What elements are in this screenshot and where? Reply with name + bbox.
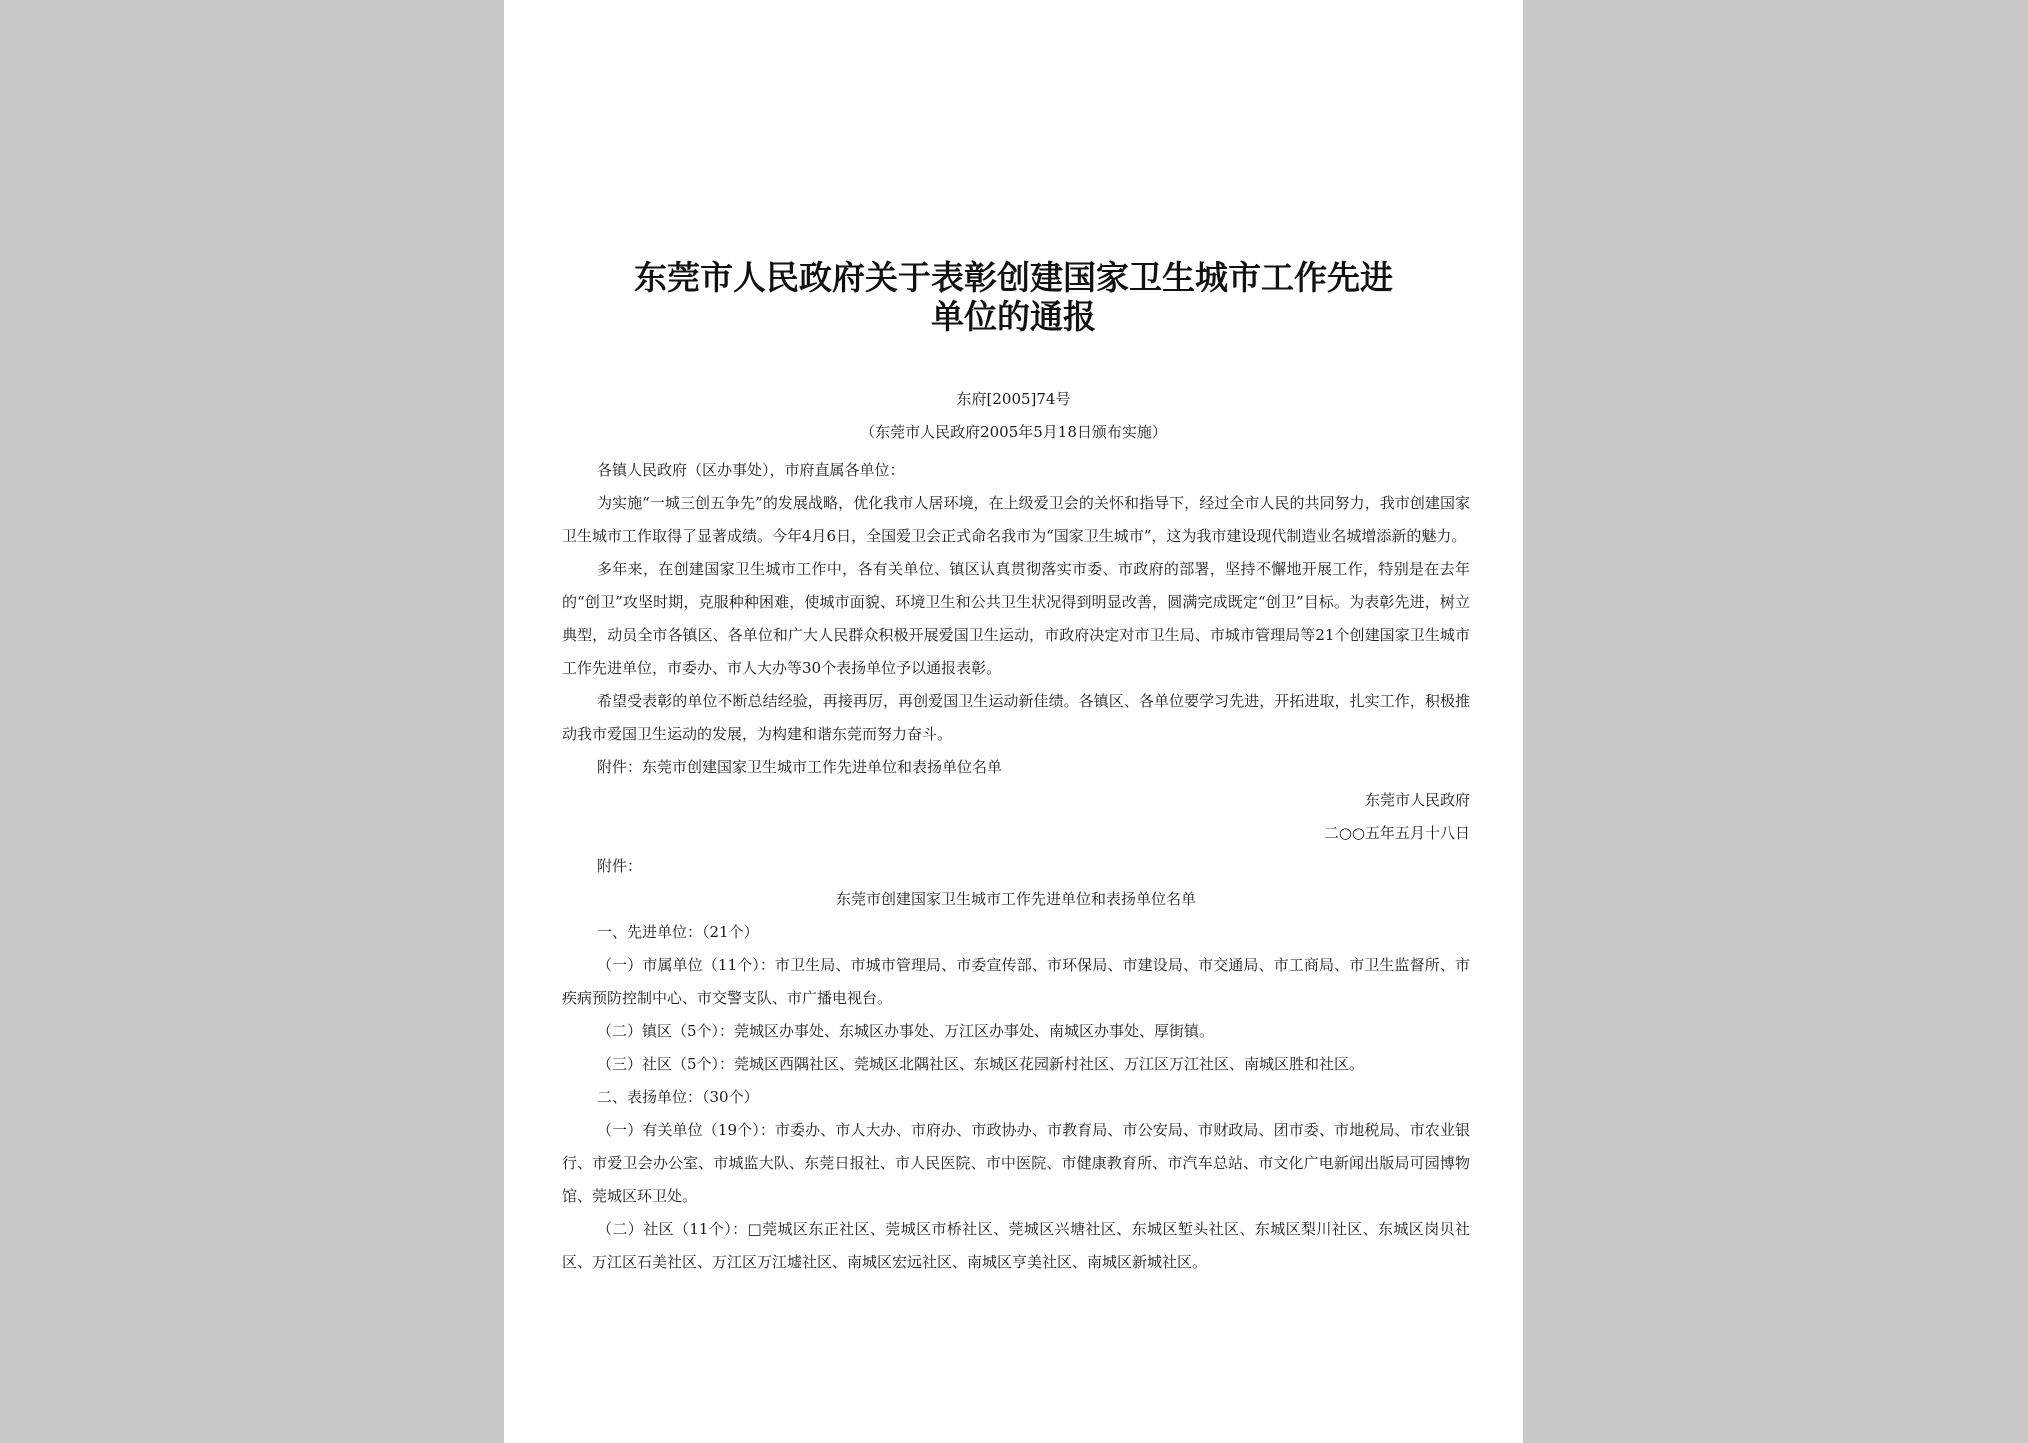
list-item: （二）社区（11个）：□莞城区东正社区、莞城区市桥社区、莞城区兴塘社区、东城区堑头社区、东城区梨川社区、东城区岗贝社区、万江区石美社区、万江区万江墟社区、南城区宏远社区、南城区亨美社区、南城区新城社区。 [562, 1220, 1470, 1271]
paragraph: 希望受表彰的单位不断总结经验，再接再厉，再创爱国卫生运动新佳绩。各镇区、各单位要学习先进，开拓进取，扎实工作，积极推动我市爱国卫生运动的发展，为构建和谐东莞而努力奋斗。 [562, 692, 1470, 743]
section-heading: 二、表扬单位：（30个） [597, 1088, 759, 1106]
document-number: 东府[2005]74号 [956, 390, 1071, 408]
signature-date: 二○○五年五月十八日 [1323, 824, 1470, 842]
document-title [504, 258, 1523, 336]
attachment-label: 附件： [597, 857, 643, 875]
signature-organization: 东莞市人民政府 [1364, 791, 1470, 809]
document-page [504, 0, 1523, 1443]
title-line-1: 东莞市人民政府关于表彰创建国家卫生城市工作先进 [634, 258, 1393, 297]
section-heading: 一、先进单位：（21个） [597, 923, 759, 941]
list-item: （一）市属单位（11个）：市卫生局、市城市管理局、市委宣传部、市环保局、市建设局、市交通局、市工商局、市卫生监督所、市疾病预防控制中心、市交警支队、市广播电视台。 [562, 956, 1470, 1007]
attachment-reference: 附件：东莞市创建国家卫生城市工作先进单位和表扬单位名单 [597, 758, 1003, 776]
paragraph: 多年来，在创建国家卫生城市工作中，各有关单位、镇区认真贯彻落实市委、市政府的部署，坚持不懈地开展工作，特别是在去年的“创卫”攻坚时期，克服种种困难，使城市面貌、环境卫生和公共卫生状况得到明显改善，圆满完成既定“创卫”目标。为表彰先进，树立典型，动员全市各镇区、各单位和广大人民群众积极开展爱国卫生运动，市政府决定对市卫生局、市城市管理局等21个创建国家卫生城市工作先进单位，市委办、市人大办等30个表扬单位予以通报表彰。 [562, 560, 1470, 677]
list-item: （一）有关单位（19个）：市委办、市人大办、市府办、市政协办、市教育局、市公安局、市财政局、团市委、市地税局、市农业银行、市爱卫会办公室、市城监大队、东莞日报社、市人民医院、市中医院、市健康教育所、市汽车总站、市文化广电新闻出版局可园博物馆、莞城区环卫处。 [562, 1121, 1470, 1205]
title-line-2: 单位的通报 [931, 297, 1096, 336]
attachment-title: 东莞市创建国家卫生城市工作先进单位和表扬单位名单 [835, 890, 1196, 908]
document-body [562, 454, 1470, 1279]
list-item: （二）镇区（5个）：莞城区办事处、东城区办事处、万江区办事处、南城区办事处、厚街镇。 [597, 1022, 1215, 1040]
addressee: 各镇人民政府（区办事处），市府直属各单位： [597, 461, 905, 479]
issued-note: （东莞市人民政府2005年5月18日颁布实施） [860, 423, 1167, 441]
paragraph: 为实施“一城三创五争先”的发展战略，优化我市人居环境，在上级爱卫会的关怀和指导下，经过全市人民的共同努力，我市创建国家卫生城市工作取得了显著成绩。今年4月6日，全国爱卫会正式命名我市为“国家卫生城市”，这为我市建设现代制造业名城增添新的魅力。 [562, 494, 1470, 545]
list-item: （三）社区（5个）：莞城区西隅社区、莞城区北隅社区、东城区花园新村社区、万江区万江社区、南城区胜和社区。 [597, 1055, 1365, 1073]
